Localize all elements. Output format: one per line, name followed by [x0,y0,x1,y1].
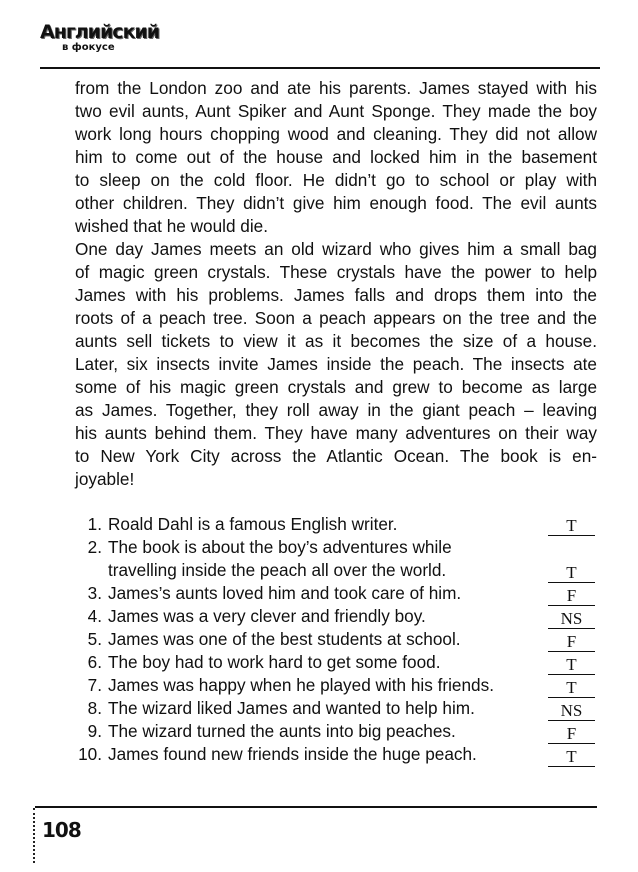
answer-field[interactable]: F [548,724,595,744]
statement-line [75,513,397,536]
text-line: Later, six insects invite James inside the peach. The insects ate [75,354,597,374]
statement-number: 5. [87,629,102,649]
text-line: James with his problems. James falls and drops them into the [75,285,597,305]
footer-rule [35,806,597,808]
text-line: One day James meets an old wizard who gives him a small bag [75,239,597,259]
text-line: of magic green crystals. These crystals have the power to help [75,262,597,282]
text-line: joyable! [75,469,135,489]
answer-field[interactable]: T [548,516,595,536]
text-line: aunts sell tickets to view it as it becomes the size of a house. [75,331,597,351]
text-line: two evil aunts, Aunt Spiker and Aunt Sponge. They made the boy [75,101,597,121]
statement-number: 6. [87,652,102,672]
statement-number: 7. [87,675,102,695]
header-rule [40,67,600,69]
reading-text [75,77,597,491]
statement-line [75,536,452,559]
statement-line [75,582,461,605]
statement-line [75,651,441,674]
statement-text: James was happy when he played with his friends. [108,675,494,695]
statement-number: 8. [87,698,102,718]
statement-text: The boy had to work hard to get some food. [108,652,441,672]
answer-field[interactable]: NS [548,609,595,629]
text-line: some of his magic green crystals and grew to become as large [75,377,597,397]
book-logo [40,22,159,54]
text-line: to New York City across the Atlantic Ocean. The book is en- [75,446,597,466]
statement-number: 9. [87,721,102,741]
answer-field[interactable]: NS [548,701,595,721]
statement-text: James’s aunts loved him and took care of him. [108,583,462,603]
statement-number: 2. [87,537,102,557]
answer-field[interactable]: F [548,632,595,652]
statement-text: James was one of the best students at school. [108,629,461,649]
text-line: from the London zoo and ate his parents. James stayed with his [75,78,597,98]
statement-line [75,674,494,697]
statement-line [75,628,461,651]
answer-field[interactable]: T [548,747,595,767]
page-number: 108 [42,818,81,842]
statement-text: The wizard turned the aunts into big peaches. [108,721,456,741]
statement-line [75,559,446,582]
statement-number: 1. [87,514,102,534]
statement-line [75,720,456,743]
text-line: wished that he would die. [75,216,269,236]
answer-field[interactable]: T [548,655,595,675]
statement-text: James was a very clever and friendly boy. [108,606,426,626]
statement-line [75,743,477,766]
logo-subtitle: в фокусе [62,42,115,53]
logo-title: Английский [40,21,160,43]
statement-line [75,697,475,720]
text-line: to sleep on the cold floor. He didn’t go to school or play with [75,170,597,190]
text-line: roots of a peach tree. Soon a peach appears on the tree and the [75,308,597,328]
text-line: his aunts behind them. They have many adventures on their way [75,423,597,443]
statement-text: James found new friends inside the huge peach. [108,744,477,764]
answer-field[interactable]: T [548,678,595,698]
dotted-margin-line [33,808,35,863]
text-line: as James. Together, they roll away in the giant peach – leaving [75,400,597,420]
answer-field[interactable]: F [548,586,595,606]
text-line: him to come out of the house and locked him in the basement [75,147,597,167]
statement-number: 3. [87,583,102,603]
answer-field[interactable]: T [548,563,595,583]
statement-text: Roald Dahl is a famous English writer. [108,514,398,534]
statement-text: travelling inside the peach all over the world. [108,560,447,580]
statement-text: The book is about the boy’s adventures while [108,537,452,557]
text-line: work long hours chopping wood and cleaning. They did not allow [75,124,597,144]
statement-text: The wizard liked James and wanted to help him. [108,698,475,718]
text-line: other children. They didn’t give him enough food. The evil aunts [75,193,597,213]
statement-number: 4. [87,606,102,626]
statement-line [75,605,426,628]
statement-number: 10. [78,744,102,764]
